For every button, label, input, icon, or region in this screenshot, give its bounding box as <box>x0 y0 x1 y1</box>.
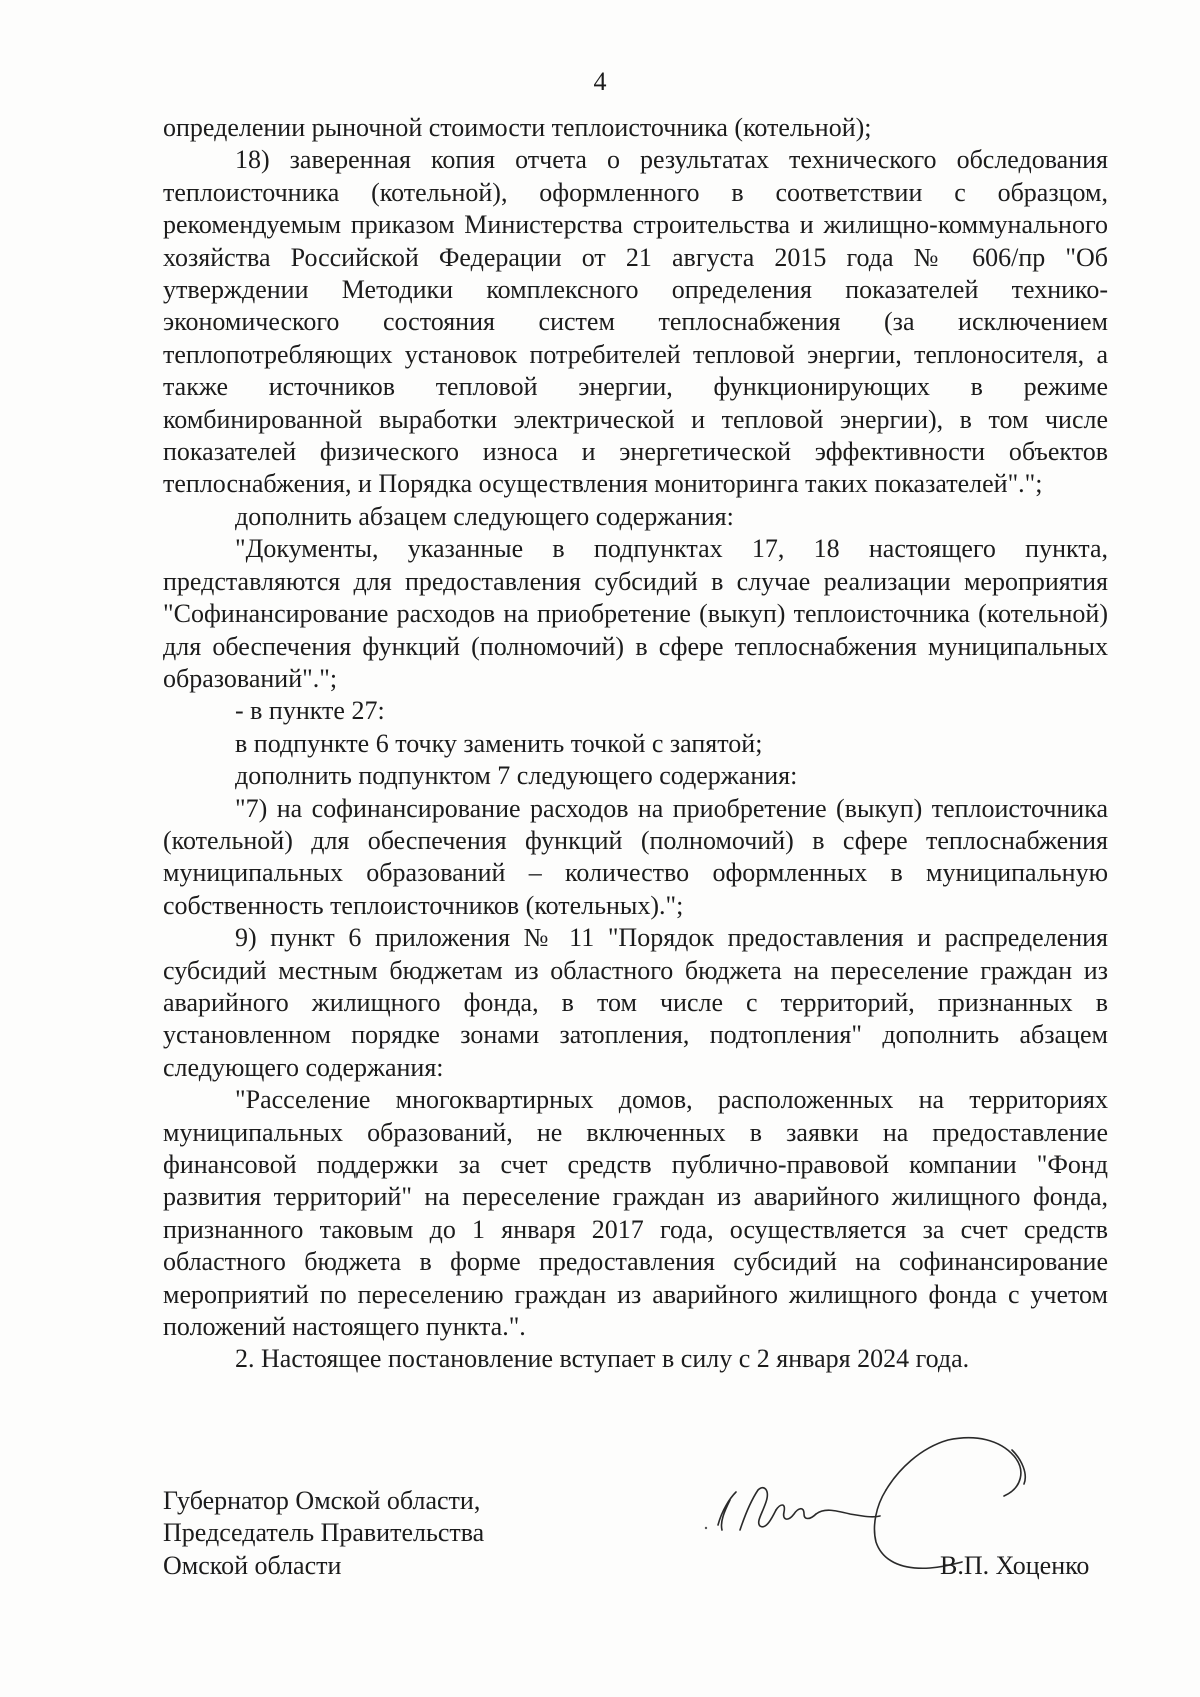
paragraph-continuation: определении рыночной стоимости теплоисточника (котельной); <box>163 113 872 142</box>
paragraph-subpoint-7-quote: "7) на софинансирование расходов на приобретение (выкуп) теплоисточника (котельной) для обеспечения функций (полномочий) в сфере теплоснабжения муниципальных образований – количество оформленных в муниципальную собственность теплоисточников (котельных)."; <box>163 793 1108 920</box>
page-number: 4 <box>593 67 607 96</box>
document-body <box>163 112 1108 1376</box>
paragraph-item-18: 18) заверенная копия отчета о результатах технического обследования теплоисточника (котельной), оформленного в соответствии с образцом, рекомендуемым приказом Министерства строительства и жилищно-коммунального хозяйства Российской Федерации от 21 августа 2015 года № 606/пр "Об утверждении Методики комплексного определения показателей технико-экономического состояния систем теплоснабжения (за исключением теплопотребляющих установок потребителей тепловой энергии, теплоносителя, а также источников тепловой энергии, функционирующих в режиме комбинированной выработки электрической и тепловой энергии), в том числе показателей физического износа и энергетической эффективности объектов теплоснабжения, и Порядка осуществления мониторинга таких показателей"."; <box>163 145 1108 499</box>
signatory-title <box>163 1485 583 1582</box>
paragraph-add-subpoint-7: дополнить подпунктом 7 следующего содержания: <box>235 761 798 791</box>
paragraph-effective-date: 2. Настоящее постановление вступает в силу с 2 января 2024 года. <box>235 1344 970 1374</box>
paragraph-item-9: 9) пункт 6 приложения № 11 "Порядок предоставления и распределения субсидий местным бюджетам из областного бюджета на переселение граждан из аварийного жилищного фонда, в том числе с территорий, признанных в установленном порядке зонами затопления, подтопления" дополнить абзацем следующего содержания: <box>163 923 1108 1082</box>
signatory-title-line: Председатель Правительства <box>163 1518 485 1548</box>
paragraph-add-clause: дополнить абзацем следующего содержания: <box>235 501 734 531</box>
paragraph-subpoint-6: в подпункте 6 точку заменить точкой с запятой; <box>235 728 763 758</box>
paragraph-documents-quote: "Документы, указанные в подпунктах 17, 18 настоящего пункта, представляются для предоставления субсидий в случае реализации мероприятия "Софинансирование расходов на приобретение (выкуп) теплоисточника (котельной) для обеспечения функций (полномочий) в сфере теплоснабжения муниципальных образований"."; <box>163 534 1108 693</box>
signatory-title-line: Омской области <box>163 1550 342 1580</box>
signatory-name: В.П. Хоценко <box>940 1551 1090 1580</box>
paragraph-resettlement-quote: "Расселение многоквартирных домов, расположенных на территориях муниципальных образований, не включенных в заявки на предоставление финансовой поддержки за счет средств публично-правовой компании "Фонд развития территорий" на переселение граждан из аварийного жилищного фонда, признанного таковым до 1 января 2017 года, осуществляется за счет средств областного бюджета в форме предоставления субсидий на софинансирование мероприятий по переселению граждан из аварийного жилищного фонда с учетом положений настоящего пункта.". <box>163 1085 1108 1342</box>
signatory-title-line: Губернатор Омской области, <box>163 1486 481 1515</box>
paragraph-point-27: - в пункте 27: <box>235 696 385 726</box>
